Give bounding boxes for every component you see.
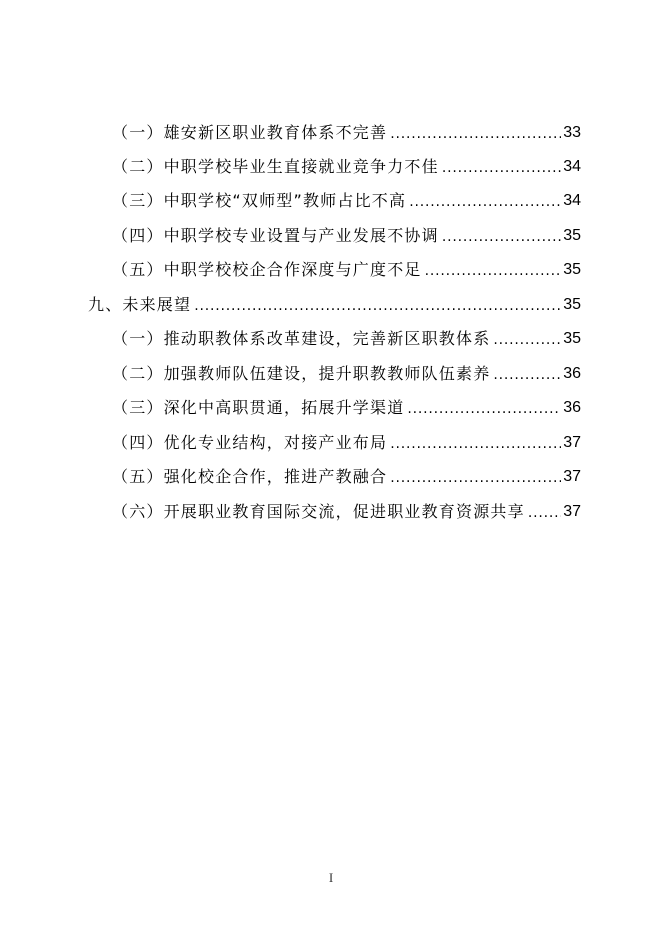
toc-leader-dots bbox=[528, 503, 561, 523]
toc-entry-title: （五）中职学校校企合作深度与广度不足 bbox=[112, 260, 422, 279]
toc-entry-page: 35 bbox=[563, 261, 581, 278]
toc-leader-dots bbox=[390, 124, 561, 144]
toc-entry-title: （三）中职学校“双师型”教师占比不高 bbox=[112, 191, 407, 210]
toc-entry[interactable] bbox=[112, 257, 581, 281]
toc-leader-dots bbox=[442, 158, 561, 178]
toc-entry[interactable] bbox=[112, 499, 581, 523]
toc-entry[interactable] bbox=[112, 120, 581, 144]
toc-entry[interactable] bbox=[112, 188, 581, 212]
toc-entry-title: （六）开展职业教育国际交流，促进职业教育资源共享 bbox=[112, 502, 525, 521]
toc-entry-title: （一）雄安新区职业教育体系不完善 bbox=[112, 123, 388, 142]
toc-entry-page: 35 bbox=[563, 227, 581, 244]
toc-entry[interactable] bbox=[112, 361, 581, 385]
toc-entry-page: 37 bbox=[563, 434, 581, 451]
toc-leader-dots bbox=[390, 468, 561, 488]
toc-entry[interactable] bbox=[112, 395, 581, 419]
toc-entry-title: （二）中职学校毕业生直接就业竞争力不佳 bbox=[112, 157, 439, 176]
toc-leader-dots bbox=[493, 330, 561, 350]
toc-entry[interactable] bbox=[112, 464, 581, 488]
toc-entry-title: （五）强化校企合作，推进产教融合 bbox=[112, 467, 388, 486]
toc-entry-title: （一）推动职教体系改革建设，完善新区职教体系 bbox=[112, 329, 491, 348]
toc-entry[interactable] bbox=[112, 430, 581, 454]
toc-entry-title: （二）加强教师队伍建设，提升职教教师队伍素养 bbox=[112, 364, 491, 383]
toc-entry-page: 33 bbox=[563, 124, 581, 141]
toc-leader-dots bbox=[493, 365, 561, 385]
toc-entry-title: 九、未来展望 bbox=[88, 295, 192, 314]
toc-entry-page: 35 bbox=[563, 330, 581, 347]
toc-entry-page: 34 bbox=[563, 158, 581, 175]
toc-leader-dots bbox=[390, 434, 561, 454]
toc-leader-dots bbox=[442, 227, 561, 247]
toc-entry-page: 37 bbox=[563, 503, 581, 520]
page-number: I bbox=[328, 870, 334, 885]
toc-leader-dots bbox=[407, 399, 561, 419]
toc-entry-page: 35 bbox=[563, 296, 581, 313]
toc-entry-page: 34 bbox=[563, 192, 581, 209]
toc-entry[interactable] bbox=[112, 154, 581, 178]
toc-entry-title: （三）深化中高职贯通，拓展升学渠道 bbox=[112, 398, 405, 417]
toc-entry-chapter[interactable] bbox=[88, 292, 581, 316]
toc-leader-dots bbox=[194, 296, 561, 316]
toc-entry-title: （四）优化专业结构，对接产业布局 bbox=[112, 433, 388, 452]
toc-entry-title: （四）中职学校专业设置与产业发展不协调 bbox=[112, 226, 439, 245]
toc-entry-page: 36 bbox=[563, 399, 581, 416]
toc-entry[interactable] bbox=[112, 326, 581, 350]
toc-entry[interactable] bbox=[112, 223, 581, 247]
toc-leader-dots bbox=[409, 192, 561, 212]
toc-leader-dots bbox=[425, 261, 562, 281]
toc-entry-page: 36 bbox=[563, 365, 581, 382]
toc-entry-page: 37 bbox=[563, 468, 581, 485]
